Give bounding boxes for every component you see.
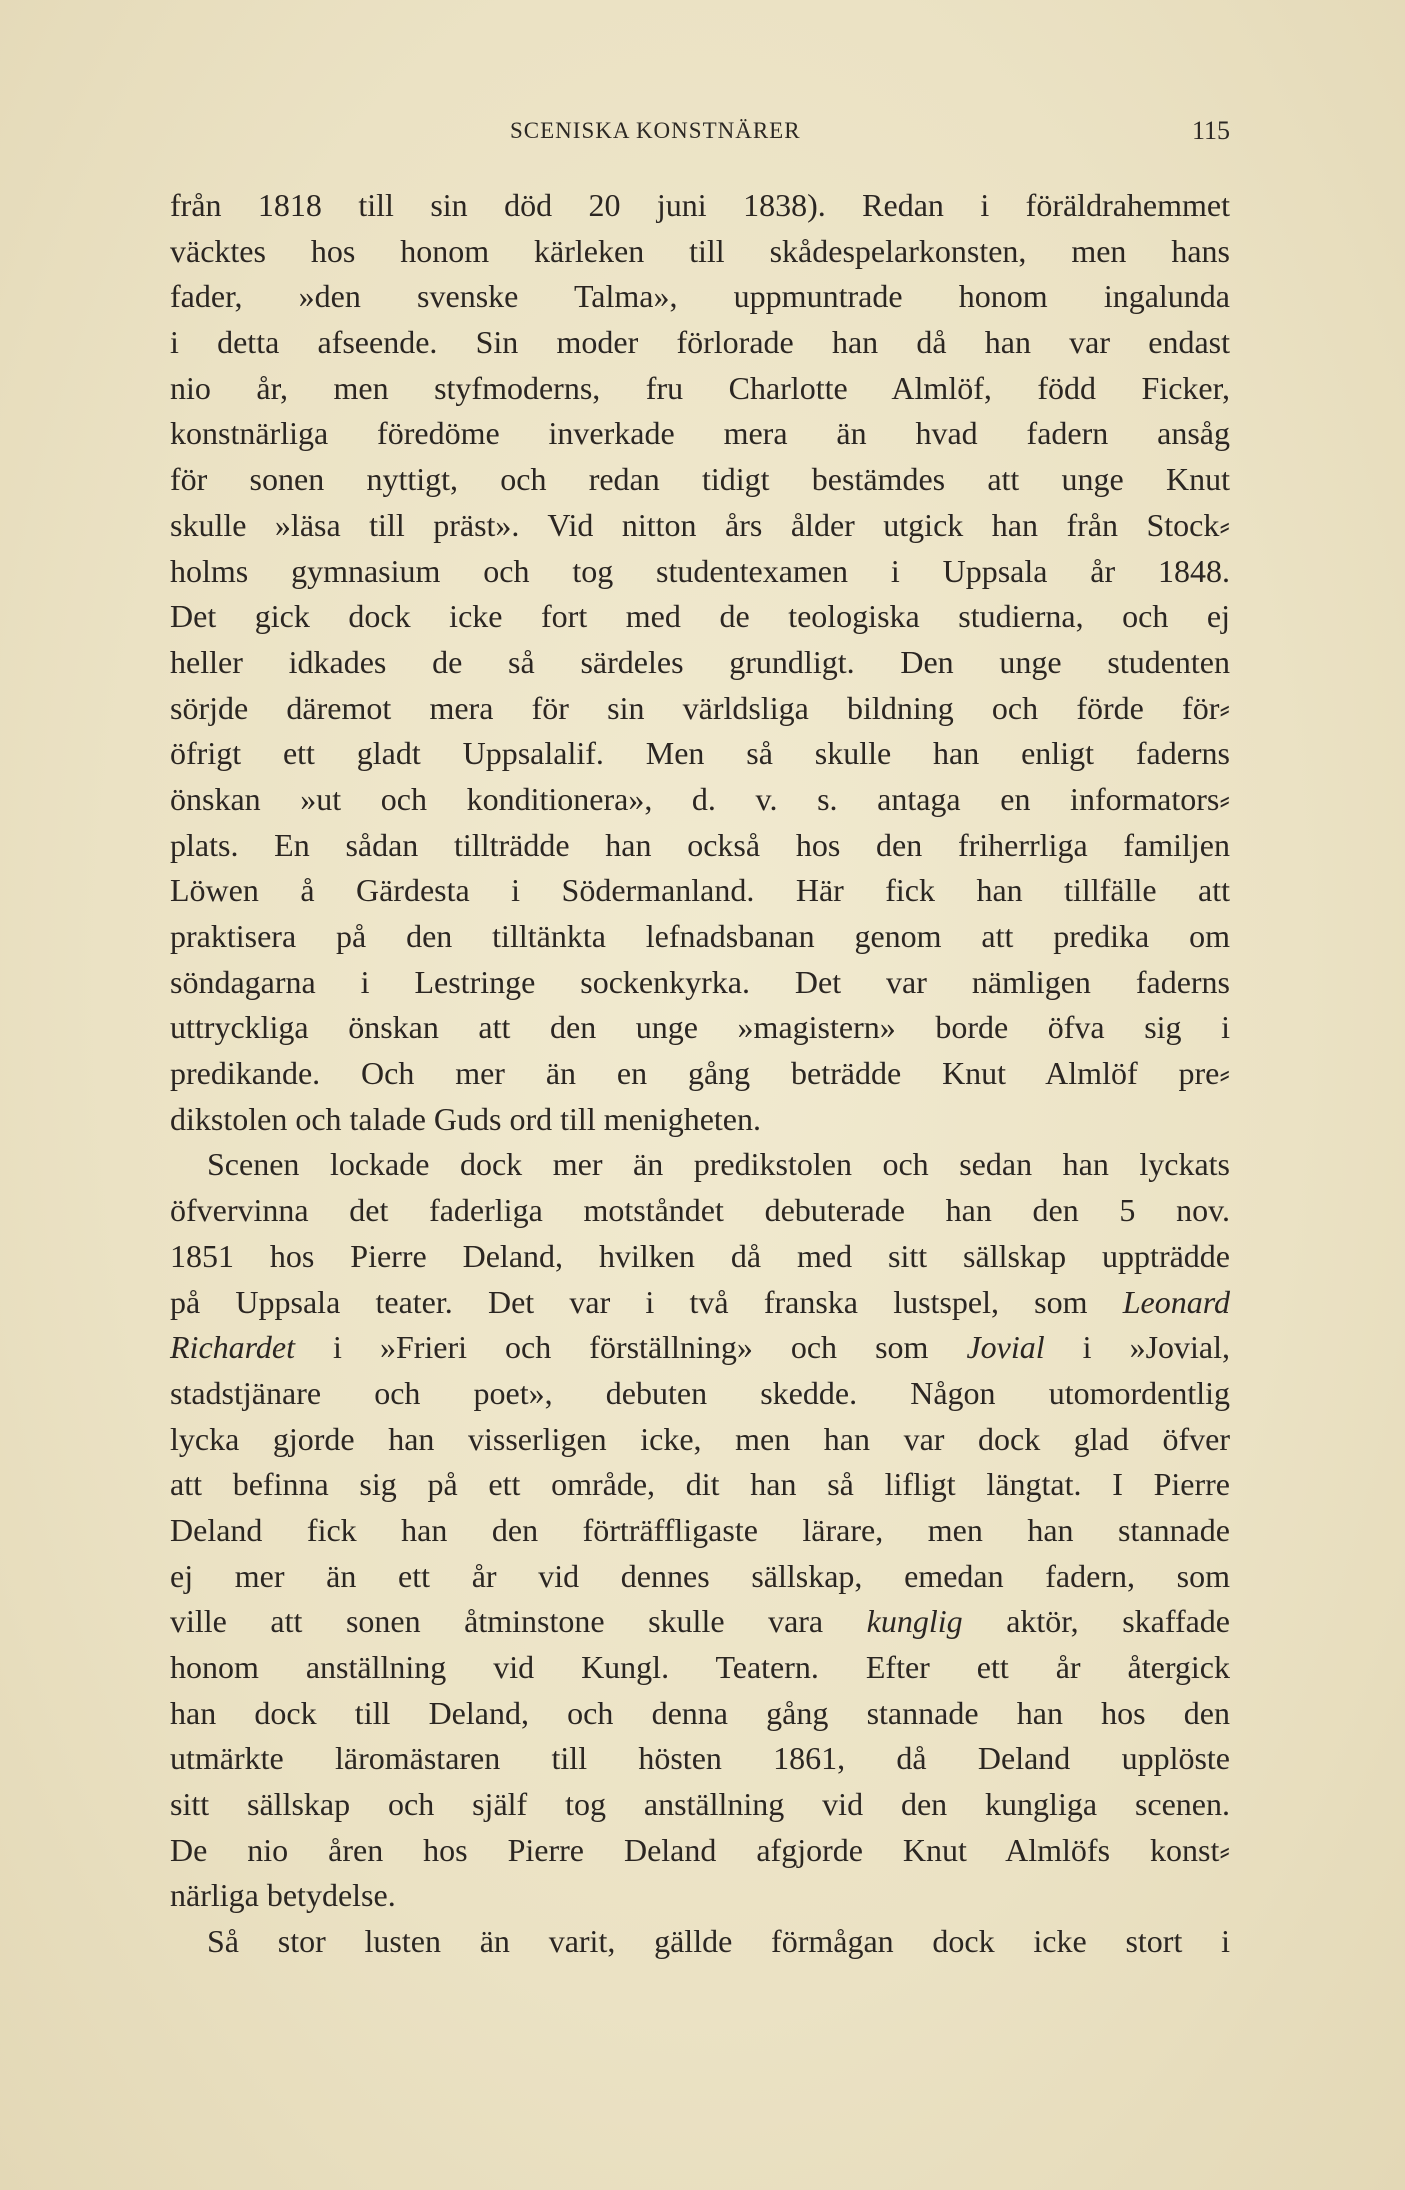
text-line: honom anställning vid Kungl. Teatern. Efter ett år återgick: [170, 1649, 1230, 1685]
paragraph-1: [170, 183, 1230, 1142]
italic-title: Richardet: [170, 1329, 295, 1366]
text-segment: aktör, skaffade: [962, 1603, 1230, 1640]
page-number: 115: [1191, 116, 1230, 145]
text-line: att befinna sig på ett område, dit han så lifligt längtat. I Pierre: [170, 1466, 1230, 1503]
text-line: öfvervinna det faderliga motståndet debuterade han den 5 nov.: [170, 1192, 1230, 1229]
running-head: SCENISKA KONSTNÄRER: [510, 118, 801, 143]
text-line: Det gick dock icke fort med de teologiska studierna, och ej: [170, 598, 1230, 635]
text-line: konstnärliga föredöme inverkade mera än hvad fadern ansåg: [170, 415, 1230, 452]
text-line: [170, 1325, 1230, 1371]
text-line: uttryckliga önskan att den unge »magistern» borde öfva sig i: [170, 1009, 1230, 1046]
text-line: skulle »läsa till präst». Vid nitton års ålder utgick han från Stock⸗: [170, 506, 1230, 543]
text-line: Så stor lusten än varit, gällde förmågan dock icke stort i: [207, 1923, 1230, 1960]
text-line: Scenen lockade dock mer än predikstolen och sedan han lyckats: [207, 1146, 1230, 1183]
text-line: fader, »den svenske Talma», uppmuntrade honom ingalunda: [170, 278, 1230, 315]
italic-title: Leonard: [1122, 1283, 1230, 1320]
text-line: De nio åren hos Pierre Deland afgjorde Knut Almlöfs konst⸗: [170, 1831, 1230, 1868]
italic-word: kunglig: [866, 1603, 963, 1640]
text-segment: ville att sonen åtminstone skulle vara: [170, 1603, 867, 1640]
text-line: stadstjänare och poet», debuten skedde. Någon utomordentlig: [170, 1374, 1230, 1411]
text-line: holms gymnasium och tog studentexamen i Uppsala år 1848.: [170, 552, 1230, 589]
text-line: utmärkte läromästaren till hösten 1861, då Deland upplöste: [170, 1740, 1230, 1777]
paragraph-2: [170, 1142, 1230, 1919]
text-line: Löwen å Gärdesta i Södermanland. Här fick han tillfälle att: [170, 872, 1230, 909]
text-line: ej mer än ett år vid dennes sällskap, emedan fadern, som: [170, 1557, 1230, 1594]
text-line: väcktes hos honom kärleken till skådespelarkonsten, men hans: [170, 232, 1230, 269]
paragraph-3: [170, 1919, 1230, 1965]
text-segment: i »Jovial,: [1044, 1329, 1231, 1366]
text-line: nio år, men styfmoderns, fru Charlotte Almlöf, född Ficker,: [170, 369, 1230, 406]
text-line: i detta afseende. Sin moder förlorade han då han var endast: [170, 324, 1230, 361]
text-line: lycka gjorde han visserligen icke, men han var dock glad öfver: [170, 1420, 1230, 1457]
text-line: för sonen nyttigt, och redan tidigt bestämdes att unge Knut: [170, 461, 1230, 498]
italic-title: Jovial: [966, 1329, 1045, 1366]
text-line: plats. En sådan tillträdde han också hos den friherrliga familjen: [170, 826, 1230, 863]
text-line: söndagarna i Lestringe sockenkyrka. Det var nämligen faderns: [170, 963, 1230, 1000]
page-header: [170, 112, 1230, 152]
text-line: närliga betydelse.: [170, 1877, 396, 1914]
text-line: [170, 1599, 1230, 1645]
text-line: sörjde däremot mera för sin världsliga bildning och förde för⸗: [170, 689, 1230, 726]
text-line: heller idkades de så särdeles grundligt. Den unge studenten: [170, 643, 1230, 680]
text-line: från 1818 till sin död 20 juni 1838). Redan i föräldrahemmet: [170, 187, 1230, 223]
text-line: dikstolen och talade Guds ord till menigheten.: [170, 1100, 761, 1137]
text-line: predikande. Och mer än en gång beträdde Knut Almlöf pre⸗: [170, 1055, 1230, 1092]
text-line: öfrigt ett gladt Uppsalalif. Men så skulle han enligt faderns: [170, 735, 1230, 772]
text-segment: på Uppsala teater. Det var i två franska lustspel, som: [170, 1283, 1123, 1320]
text-line: Deland fick han den förträffligaste lärare, men han stannade: [170, 1511, 1230, 1548]
body-text: [170, 183, 1230, 1965]
text-line: [170, 1280, 1230, 1326]
text-segment: i »Frieri och förställning» och som: [295, 1329, 967, 1366]
text-line: önskan »ut och konditionera», d. v. s. antaga en informators⸗: [170, 780, 1230, 817]
text-line: praktisera på den tilltänkta lefnadsbanan genom att predika om: [170, 918, 1230, 954]
text-line: 1851 hos Pierre Deland, hvilken då med sitt sällskap uppträdde: [170, 1237, 1230, 1274]
text-line: han dock till Deland, och denna gång stannade han hos den: [170, 1694, 1230, 1731]
text-line: sitt sällskap och själf tog anställning vid den kungliga scenen.: [170, 1786, 1230, 1823]
